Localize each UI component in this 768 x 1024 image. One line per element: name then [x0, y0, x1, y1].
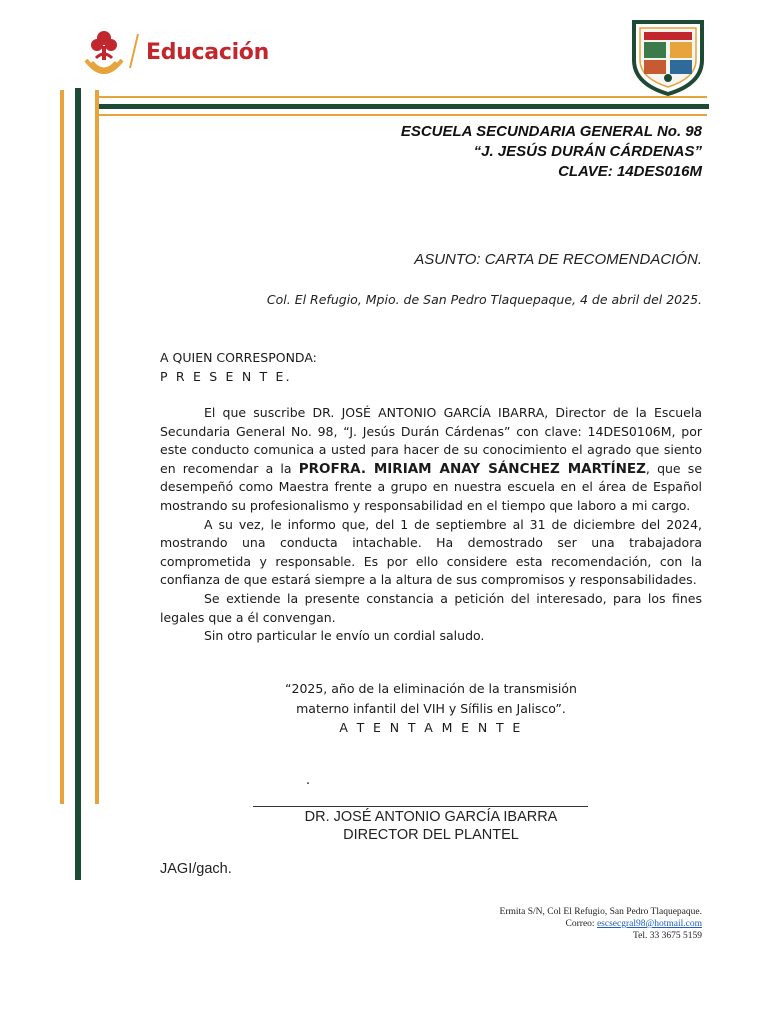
reference-initials: JAGI/gach. [160, 861, 232, 877]
salutation-presente: P R E S E N T E. [160, 368, 292, 384]
footer-phone: Tel. 33 3675 5159 [633, 931, 702, 941]
school-honoree: “J. JESÚS DURÁN CÁRDENAS” [473, 143, 702, 160]
body-p1-text-b: , que se desempeñó como Maestra frente a grupo en nuestra escuela en el área de Español mostrando su profesionalismo y responsabilidad en el tiempo que laboro a mi cargo. [160, 460, 703, 513]
header-rule-green [99, 104, 709, 109]
school-crest [630, 16, 706, 96]
letter-subject: ASUNTO: CARTA DE RECOMENDACIÓN. [414, 251, 702, 268]
footer-contact [342, 906, 702, 942]
motto-line-2: materno infantil del VIH y Sífilis en Jalisco”. [296, 700, 566, 716]
side-bar-orange-right [95, 90, 99, 804]
footer-address: Ermita S/N, Col El Refugio, San Pedro Tlaquepaque. [499, 907, 702, 917]
side-bar-orange-left [60, 90, 64, 804]
footer-email-row [342, 918, 702, 930]
education-logo [82, 28, 282, 84]
atentamente: A T E N T A M E N T E [339, 720, 523, 735]
body-paragraph-3: Se extiende la presente constancia a petición del interesado, para los fines legales que a él convengan. [160, 590, 702, 625]
signer-block [253, 808, 609, 844]
signer-title: DIRECTOR DEL PLANTEL [343, 827, 519, 843]
motto-line-1: “2025, año de la eliminación de la transmisión [285, 681, 577, 696]
closing-block [240, 679, 622, 738]
header-rule-orange-bottom [99, 114, 707, 116]
body-p1-text-a: El que suscribe DR. JOSÉ ANTONIO GARCÍA IBARRA, Director de la Escuela Secundaria General No. 98, “J. Jesús Durán Cárdenas” con clave: 14DES0106M, por este conducto comunica a usted para hacer de su conocimiento el agrado que siento en recomendar a la [160, 405, 702, 476]
school-shield-icon [630, 16, 706, 96]
recommended-teacher-name: PROFRA. MIRIAM ANAY SÁNCHEZ MARTÍNEZ [298, 460, 646, 477]
footer-email-link[interactable]: escsecgral98@hotmail.com [596, 919, 702, 929]
school-heading [282, 122, 702, 182]
letter-body [160, 404, 702, 646]
header-rule-orange-top [99, 96, 707, 98]
jalisco-emblem-icon [82, 28, 144, 84]
side-bar-green [75, 88, 81, 880]
signature-line [253, 806, 588, 807]
place-and-date: Col. El Refugio, Mpio. de San Pedro Tlaquepaque, 4 de abril del 2025. [266, 292, 702, 307]
signature-mark: . [306, 773, 311, 788]
footer-email-label: Correo: [565, 919, 597, 929]
body-paragraph-2: A su vez, le informo que, del 1 de septiembre al 31 de diciembre del 2024, mostrando una conducta intachable. Ha demostrado ser una trabajadora comprometida y responsable. Es por ello considere esta recomendación, con la confianza de que estará siempre a la altura de sus compromisos y responsabilidades. [160, 516, 702, 588]
body-paragraph-1 [160, 404, 702, 516]
school-name: ESCUELA SECUNDARIA GENERAL No. 98 [400, 123, 702, 140]
school-key: CLAVE: 14DES016M [558, 163, 702, 180]
signer-name: DR. JOSÉ ANTONIO GARCÍA IBARRA [304, 809, 558, 825]
brand-wordmark: Educación [146, 40, 269, 65]
body-paragraph-4: Sin otro particular le envío un cordial saludo. [204, 628, 485, 644]
salutation-recipient: A QUIEN CORRESPONDA: [160, 350, 317, 365]
salutation [160, 349, 702, 386]
